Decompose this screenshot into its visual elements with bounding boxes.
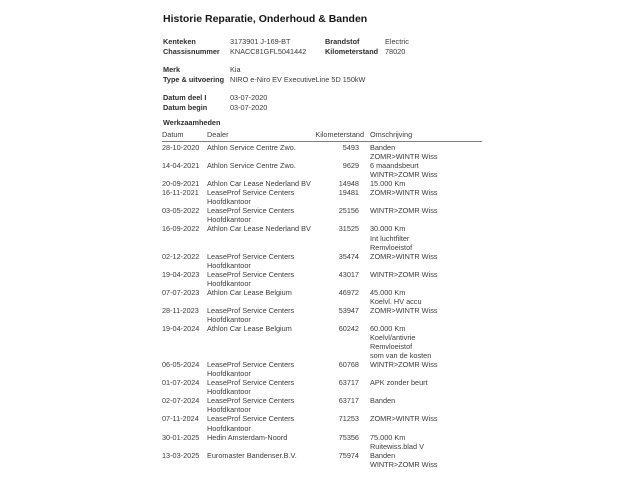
merk-label: Merk (163, 65, 181, 74)
table-row (162, 252, 482, 270)
row-dealer: LeaseProf Service Centers Hoofdkantoor (207, 396, 295, 415)
row-kilometerstand: 60242 (338, 323, 359, 333)
row-datum: 28-11-2023 (162, 305, 199, 315)
row-omschrijving: 75.000 Km Ruitewiss.blad V (370, 432, 424, 451)
work-table-rows (162, 143, 482, 469)
row-datum: 03-05-2022 (162, 206, 200, 216)
row-omschrijving: 30.000 Km Int luchtfilter Remvloeistof (370, 224, 413, 252)
row-dealer: Athlon Service Centre Zwo. (207, 161, 296, 171)
page-title: Historie Reparatie, Onderhoud & Banden (163, 13, 368, 25)
row-datum: 07-11-2024 (162, 414, 199, 424)
type-uitvoering-label: Type & uitvoering (163, 74, 225, 84)
col-header-datum: Datum (162, 130, 184, 139)
merk-value: Kia (230, 65, 241, 74)
row-kilometerstand: 75356 (338, 432, 359, 442)
datum-begin-value: 03-07-2020 (230, 102, 268, 112)
table-row (162, 396, 482, 414)
row-omschrijving: WINTR>ZOMR Wiss (370, 360, 438, 370)
table-row (162, 433, 482, 451)
row-dealer: Hedin Amsterdam-Noord (207, 432, 288, 442)
kilometerstand-value: 78020 (385, 46, 406, 56)
row-kilometerstand: 25156 (338, 206, 359, 216)
row-omschrijving: ZOMR>WINTR Wiss (370, 305, 438, 315)
row-omschrijving: 6 maandsbeurt WINTR>ZOMR Wiss (370, 161, 438, 180)
row-omschrijving: 45.000 Km Koelvl. HV accu (370, 287, 422, 306)
row-dealer: Athlon Car Lease Nederland BV (207, 224, 311, 234)
row-dealer: LeaseProf Service Centers Hoofdkantoor (207, 269, 295, 288)
chassisnummer-value: KNACC81GFL5041442 (230, 46, 307, 56)
table-row (162, 270, 482, 288)
table-row (162, 451, 482, 469)
table-row (162, 378, 482, 396)
row-datum: 30-01-2025 (162, 432, 200, 442)
row-kilometerstand: 35474 (338, 251, 359, 261)
row-kilometerstand: 43017 (338, 269, 359, 279)
row-dealer: Athlon Car Lease Belgium (207, 323, 292, 333)
table-row (162, 224, 482, 251)
row-omschrijving: 60.000 Km Koelvl/antivrie Remvloeistof som van de kosten (370, 323, 432, 361)
row-dealer: LeaseProf Service Centers Hoofdkantoor (207, 378, 295, 397)
row-dealer: LeaseProf Service Centers Hoofdkantoor (207, 414, 295, 433)
row-dealer: LeaseProf Service Centers Hoofdkantoor (207, 188, 295, 207)
row-dealer: Athlon Car Lease Nederland BV (207, 179, 311, 189)
row-kilometerstand: 19481 (338, 188, 359, 198)
row-datum: 16-09-2022 (162, 224, 200, 234)
row-datum: 01-07-2024 (162, 378, 200, 388)
col-header-kilometerstand: Kilometerstand (315, 130, 364, 139)
datum-begin-label: Datum begin (163, 102, 208, 112)
kenteken-value: 3173901 J-169-BT (230, 37, 291, 46)
row-kilometerstand: 46972 (338, 287, 359, 297)
row-datum: 07-07-2023 (162, 287, 200, 297)
row-omschrijving: Banden ZOMR>WINTR Wiss (370, 143, 438, 162)
row-dealer: LeaseProf Service Centers Hoofdkantoor (207, 360, 295, 379)
table-row (162, 143, 482, 161)
row-kilometerstand: 53947 (338, 305, 359, 315)
row-datum: 06-05-2024 (162, 360, 200, 370)
col-header-dealer: Dealer (207, 130, 229, 139)
row-dealer: LeaseProf Service Centers Hoofdkantoor (207, 305, 295, 324)
row-omschrijving: APK zonder beurt (370, 378, 428, 388)
brandstof-value: Electric (385, 37, 409, 46)
type-uitvoering-value: NIRO e-Niro EV ExecutiveLine 5D 150kW (230, 74, 366, 84)
row-datum: 19-04-2023 (162, 269, 200, 279)
row-datum: 20-09-2021 (162, 179, 200, 189)
row-omschrijving: Banden WINTR>ZOMR Wiss (370, 450, 438, 469)
row-omschrijving: 15.000 Km (370, 179, 406, 189)
row-dealer: Athlon Service Centre Zwo. (207, 143, 296, 153)
row-datum: 02-07-2024 (162, 396, 200, 406)
table-row (162, 206, 482, 224)
row-kilometerstand: 9629 (342, 161, 359, 171)
row-dealer: Athlon Car Lease Belgium (207, 287, 292, 297)
row-omschrijving: ZOMR>WINTR Wiss (370, 251, 438, 261)
row-datum: 28-10-2020 (162, 143, 200, 153)
row-omschrijving: WINTR>ZOMR Wiss (370, 269, 438, 279)
row-kilometerstand: 5493 (342, 143, 359, 153)
table-row (162, 179, 482, 188)
table-row (162, 414, 482, 432)
datum-deel-label: Datum deel I (163, 93, 207, 102)
row-omschrijving: ZOMR>WINTR Wiss (370, 188, 438, 198)
row-omschrijving: Banden (370, 396, 396, 406)
row-omschrijving: ZOMR>WINTR Wiss (370, 414, 438, 424)
brandstof-label: Brandstof (325, 37, 360, 46)
col-header-omschrijving: Omschrijving (370, 130, 413, 139)
table-row (162, 161, 482, 179)
kilometerstand-label: Kilometerstand (325, 46, 379, 56)
vehicle-info-block-2 (163, 65, 365, 84)
table-row (162, 306, 482, 324)
row-datum: 13-03-2025 (162, 450, 200, 460)
row-kilometerstand: 63717 (338, 378, 359, 388)
row-kilometerstand: 75974 (338, 450, 359, 460)
row-kilometerstand: 71253 (338, 414, 359, 424)
vehicle-info-block-3 (163, 93, 267, 112)
row-dealer: Euromaster Bandenser.B.V. (207, 450, 297, 460)
kenteken-label: Kenteken (163, 37, 196, 46)
row-kilometerstand: 63717 (338, 396, 359, 406)
table-row (162, 324, 482, 360)
row-datum: 14-04-2021 (162, 161, 200, 171)
chassisnummer-label: Chassisnummer (163, 46, 220, 56)
table-row (162, 188, 482, 206)
row-kilometerstand: 60768 (338, 360, 359, 370)
row-kilometerstand: 14948 (338, 179, 359, 189)
table-row (162, 360, 482, 378)
row-datum: 02-12-2022 (162, 251, 200, 261)
row-kilometerstand: 31525 (338, 224, 359, 234)
werkzaamheden-heading: Werkzaamheden (163, 118, 221, 127)
row-omschrijving: WINTR>ZOMR Wiss (370, 206, 438, 216)
vehicle-info-block-1 (163, 37, 409, 56)
work-table-header (162, 130, 482, 142)
row-dealer: LeaseProf Service Centers Hoofdkantoor (207, 251, 295, 270)
work-table (162, 130, 482, 469)
row-datum: 16-11-2021 (162, 188, 199, 198)
table-row (162, 288, 482, 306)
datum-deel-value: 03-07-2020 (230, 93, 268, 102)
row-datum: 19-04-2024 (162, 323, 200, 333)
row-dealer: LeaseProf Service Centers Hoofdkantoor (207, 206, 295, 225)
